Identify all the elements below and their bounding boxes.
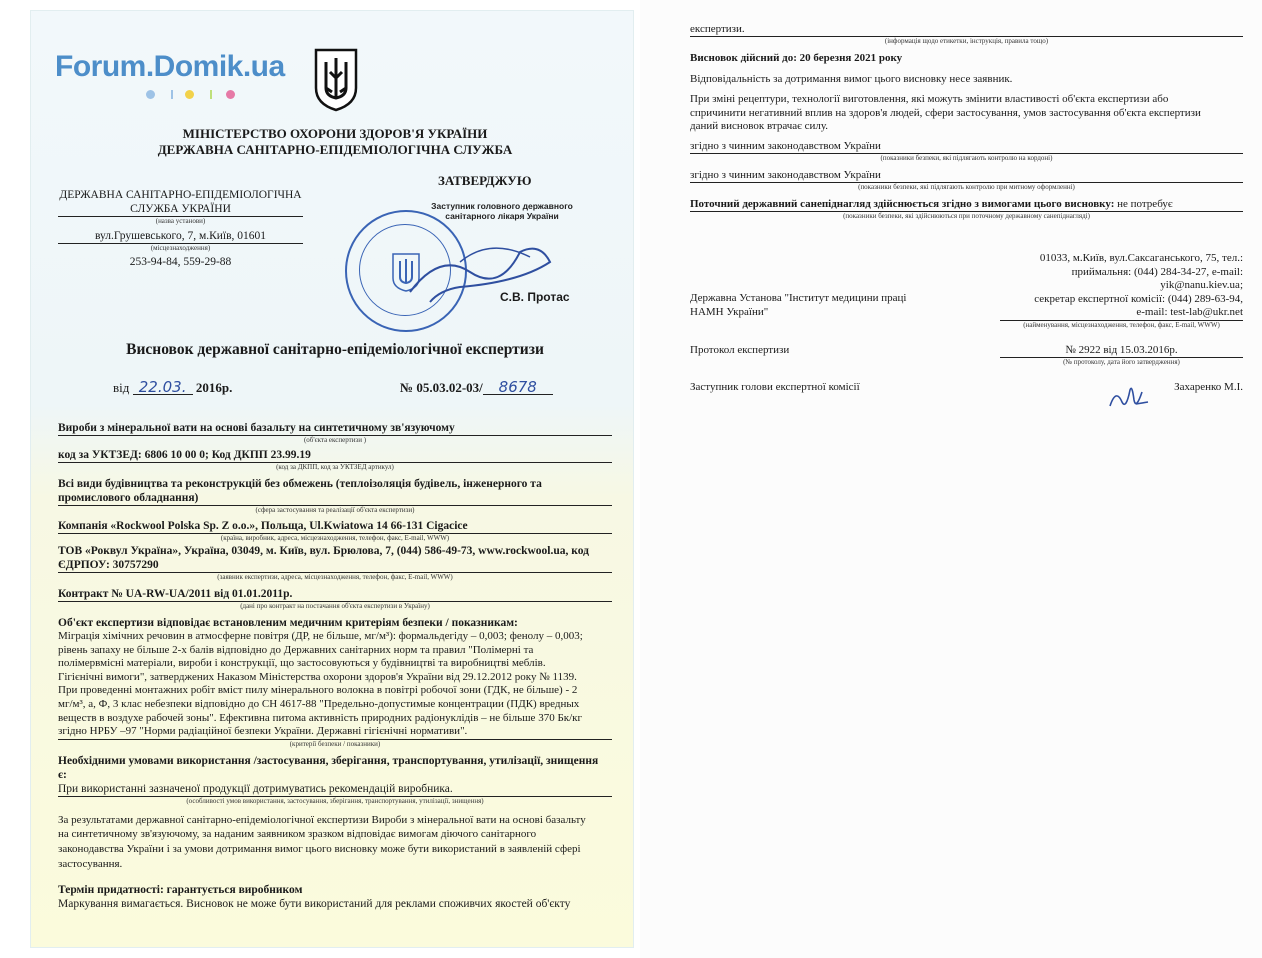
watermark-dot [146,90,155,99]
supervision [690,197,1243,212]
change-line: спричинити негативний вплив на здоров'я людей, сфери застосування, умов застосування об'єкта експертизи [690,106,1201,119]
criteria-title: Об'єкт експертизи відповідає встановленим медичним критеріям безпеки / показникам: [58,617,518,629]
watermark-dot [226,90,235,99]
approver-role [412,201,592,221]
date-suffix: 2016р. [195,380,233,395]
service-line: ДЕРЖАВНА САНІТАРНО-ЕПІДЕМІОЛОГІЧНА СЛУЖБА [157,142,513,157]
applicant-line: ТОВ «Роквул Україна», Україна, 03049, м. Київ, вул. Брюлова, 7, (044) 586-49-73, www.rockwool.ua, код [58,545,589,557]
applicant-line: ЄДРПОУ: 30757290 [58,558,612,573]
label-info: експертизи. [690,22,1243,37]
conclusion-line: законодавства України і за умови дотримання вимог цього висновку може бути використаний в заявленій сфері [58,842,581,855]
deputy-label: Заступник голови експертної комісії [690,381,860,393]
right-page-content [690,22,1243,220]
protocol-value: № 2922 від 15.03.2016р. [1000,343,1243,358]
criteria-line: При проведенні монтажних робіт вміст пилу мінерального волокна в повітрі робочої зони (ГДК, не більше) - 2 [58,684,578,697]
approval-title: ЗАТВЕРДЖУЮ [438,173,532,188]
forum-domik-watermark: Forum.Domik.ua [55,50,285,83]
approver-role-line: Заступник головного державного [431,201,573,211]
contact-line: секретар експертної комісії: (044) 289-63-94, [1034,292,1243,305]
scope-line: промислового обладнання) [58,491,612,506]
criteria-line: Міграція хімічних речовин в атмосферне повітря (ДР, не більше, мг/м³): формальдегіду – 0,003; фенолу – 0,003; [58,630,583,642]
contract: Контракт № UA-RW-UA/2011 від 01.01.2011р. [58,587,612,602]
expertise-fields [58,421,612,911]
supervision-label: Поточний державний санепіднагляд здійснюється згідно з вимогами цього висновку: [690,197,1115,210]
criteria-line: згідно НРБУ –97 "Норми радіаційної безпеки України. Державні гігієнічні нормативи". [58,725,612,740]
watermark-tick [210,90,212,99]
conditions-title: Необхідними умовами використання /застосування, зберігання, транспортування, утилізації, знищення [58,754,599,767]
field-caption: (код за ДКПП, код за УКТЗЕД артикул) [276,463,394,471]
field-caption: (№ протоколу, дата його затвердження) [1063,358,1180,366]
criteria-line: рівень запаху не більше 2-х балів відповідно до Державних санітарних норм та правил "Полімерні та [58,643,534,656]
field-caption: (критерії безпеки / показники) [289,739,381,748]
criteria-line: полімервмісні матеріали, вироби і конструкції, що застосовуються у будівництві та виробництві меблів. [58,657,546,670]
contact-line: 01033, м.Київ, вул.Саксаганського, 75, тел.: [1039,252,1243,264]
contact-line: yik@nanu.kiev.ua; [1160,279,1243,291]
change-conditions [690,93,1243,134]
number-prefix: № 05.03.02-03/ [400,380,483,395]
right-page [640,0,1262,958]
contact-line: e-mail: test-lab@ukr.net [1000,306,1243,321]
field-caption: (найменування, місцезнаходження, телефон, факс, E-mail, WWW) [1023,320,1220,329]
conclusion-line: застосування. [58,857,123,870]
issuer-phones: 253-94-84, 559-29-88 [129,256,232,268]
field-caption: (місцезнаходження) [150,244,211,252]
field-caption: (інформація щодо етикетки, інструкція, правила тощо) [884,37,1049,45]
approver-role-line: санітарного лікаря України [445,211,559,221]
field-caption: (країна, виробник, адреса, місцезнаходження, телефон, факс, E-mail, WWW) [220,534,450,542]
field-caption: (особливості умов використання, застосування, зберігання, транспортування, утилізації, знищення) [186,796,484,805]
ministry-header [40,126,630,158]
protocol-block [1000,343,1243,366]
scope-line: Всі види будівництва та реконструкцій без обмежень (теплоізоляція будівель, інженерного та [58,478,542,490]
conclusion-text [58,813,612,871]
document-number [400,380,553,395]
institution-name [690,292,906,319]
issuer-name-line: ДЕРЖАВНА САНІТАРНО-ЕПІДЕМІОЛОГІЧНА [59,189,302,201]
field-caption: (показники безпеки, які підлягають контролю при митному оформленні) [858,182,1075,191]
trident-emblem-icon [312,48,360,112]
document-title: Висновок державної санітарно-епідеміологічної експертизи [126,341,544,358]
institution-line: Державна Установа "Інститут медицини праці [690,292,907,304]
institution-contacts [1000,252,1243,329]
conclusion-line: За результатами державної санітарно-епідеміологічної експертизи Вироби з мінеральної вати на основі базальту [58,813,586,826]
date-prefix: від [113,380,130,395]
institution-line: НАМН України" [690,305,769,318]
deputy-name: Захаренко М.І. [1174,381,1243,393]
criteria-line: Гігієнічні вимоги", затверджених Наказом Міністерства охорони здоров'я України від 29.12.2012 року № 1139. [58,670,577,683]
customs-control: згідно з чинним законодавством України [690,168,1243,183]
responsibility-note: Відповідальність за дотримання вимог цього висновку несе заявник. [690,73,1013,85]
manufacturer: Компанія «Rockwool Polska Sp. Z o.o.», Польща, Ul.Kwiatowa 14 66-131 Cigacice [58,519,612,534]
criteria-line: мг/м³, а, Ф, 3 клас небезпеки відповідно до СН 4617-88 "Предельно-допустимые концентрации (ПДК) вредных [58,697,580,710]
border-control: згідно з чинним законодавством України [690,139,1243,154]
issuer-name-line: СЛУЖБА УКРАЇНИ [58,202,303,217]
change-line: даний висновок втрачає силу. [690,120,829,132]
conditions-text: При використанні зазначеної продукції дотримуватись рекомендацій виробника. [58,782,612,797]
conclusion-line: на синтетичному зв'язуючому, за наданим заявником зразком відповідає вимогам діючого санітарного [58,828,537,841]
expertise-object: Вироби з мінеральної вати на основі базальту на синтетичному зв'язуючому [58,421,612,436]
approver-name: С.В. Протас [500,290,570,304]
field-caption: (назва установи) [155,217,206,225]
supervision-value: не потребує [1114,197,1173,210]
field-caption: (дані про контракт на постачання об'єкта експертизи в Україну) [240,602,430,610]
criteria-line: веществ в воздухе рабочей зоны". Ефективна питома активність природних радіонуклідів – не більше 370 Бк/кг [58,711,583,724]
issuer-address: вул.Грушевського, 7, м.Київ, 01601 [58,229,303,244]
field-caption: (показники безпеки, які здійснюються при поточному державному санепіднагляді) [843,211,1090,220]
watermark-tick [171,90,173,99]
shelf-life: Термін придатності: гарантується виробником [58,884,303,897]
field-caption: (об'єкта експертизи ) [303,436,367,444]
labeling-note: Маркування вимагається. Висновок не може бути використаний для реклами споживчих якостей об'єкту [58,898,571,911]
handwritten-number: 8678 [483,380,553,395]
change-line: При зміні рецептури, технології виготовлення, які можуть змінити властивості об'єкта експертизи або [690,93,1169,105]
issue-date [113,380,232,395]
product-codes: код за УКТЗЕД: 6806 10 00 0; Код ДКПП 23.99.19 [58,448,612,463]
ministry-line: МІНІСТЕРСТВО ОХОРОНИ ЗДОРОВ'Я УКРАЇНИ [182,126,488,141]
contact-line: приймальня: (044) 284-34-27, e-mail: [1071,265,1243,278]
field-caption: (заявник експертизи, адреса, місцезнаходження, телефон, факс, E-mail, WWW) [217,573,453,581]
conditions-title: є: [58,768,67,781]
watermark-dot [185,90,194,99]
protocol-label: Протокол експертизи [690,344,790,356]
field-caption: (сфера застосування та реалізації об'єкта експертизи) [255,506,415,514]
criteria-text [58,630,612,740]
issuer-block [58,188,303,269]
field-caption: (показники безпеки, які підлягають контролю на кордоні) [880,153,1053,162]
validity-date: Висновок дійсний до: 20 березня 2021 року [690,52,903,64]
handwritten-date: 22.03. [133,380,193,395]
